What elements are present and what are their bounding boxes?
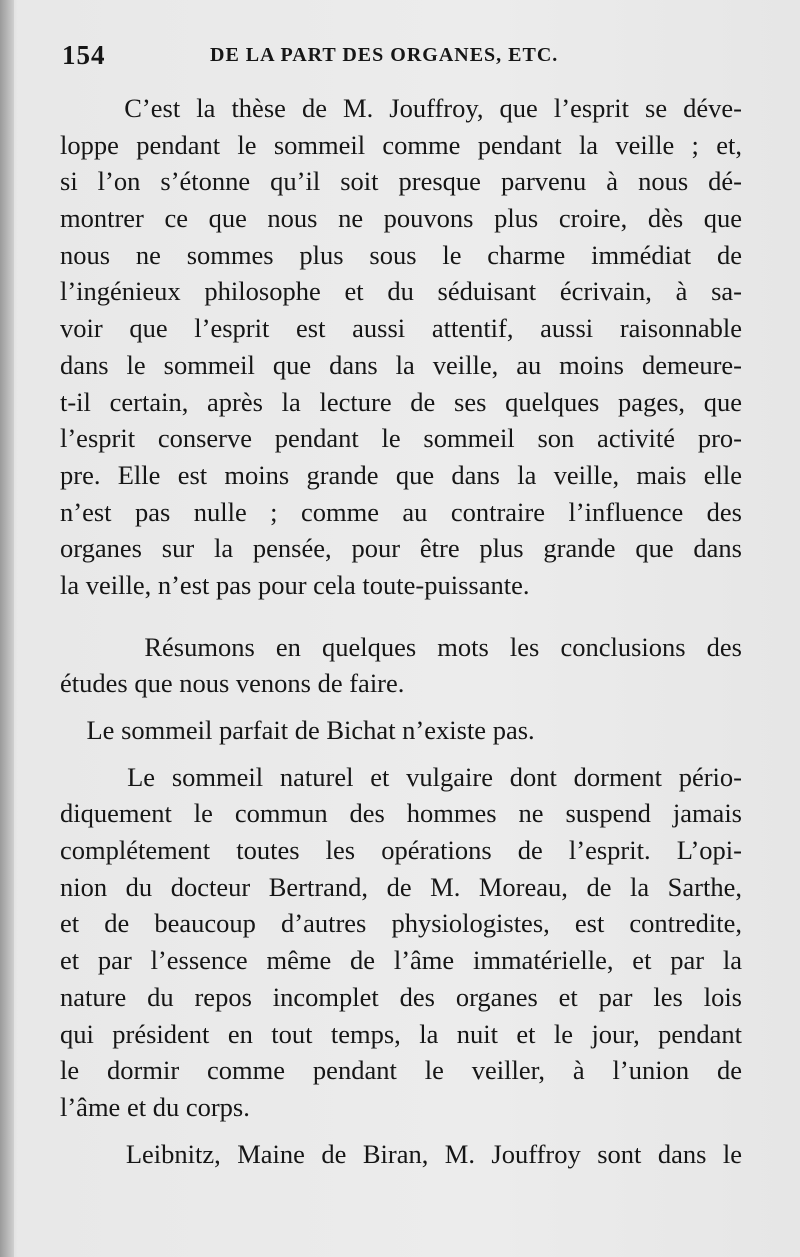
text-line: l’ingénieux philosophe et du séduisant écrivain, à sa- — [60, 276, 742, 307]
paragraph — [60, 629, 742, 702]
paragraph — [60, 1136, 742, 1173]
text-line: t-il certain, après la lecture de ses quelques pages, que — [60, 386, 742, 417]
text-line: C’est la thèse de M. Jouffroy, que l’esprit se déve- — [60, 93, 742, 123]
page-number: 154 — [62, 40, 106, 70]
paragraph — [60, 759, 742, 1126]
text-line: si l’on s’étonne qu’il soit presque parvenu à nous dé- — [60, 166, 742, 197]
text-line: études que nous venons de faire. — [60, 668, 405, 699]
page-header — [62, 40, 742, 80]
text-line: et par l’essence même de l’âme immatérielle, et par la — [60, 945, 742, 976]
text-line: diquement le commun des hommes ne suspend jamais — [60, 798, 742, 829]
text-line: Le sommeil naturel et vulgaire dont dorment pério- — [60, 761, 742, 792]
text-line: voir que l’esprit est aussi attentif, aussi raisonnable — [60, 313, 742, 344]
paragraph — [60, 90, 742, 604]
paragraph-spacer — [60, 749, 742, 759]
paragraph-spacer — [60, 604, 742, 629]
text-line: l’esprit conserve pendant le sommeil son activité pro- — [60, 423, 742, 454]
page-binding-shadow — [0, 0, 14, 1257]
text-line: Résumons en quelques mots les conclusions des — [60, 631, 742, 662]
text-line: Leibnitz, Maine de Biran, M. Jouffroy sont dans le — [60, 1138, 742, 1169]
text-line: nature du repos incomplet des organes et par les lois — [60, 981, 742, 1012]
text-line: qui président en tout temps, la nuit et le jour, pendant — [60, 1018, 742, 1049]
body-text — [60, 90, 742, 1172]
text-line: n’est pas nulle ; comme au contraire l’influence des — [60, 496, 742, 527]
text-line: l’âme et du corps. — [60, 1091, 250, 1122]
text-line: loppe pendant le sommeil comme pendant la veille ; et, — [60, 129, 742, 160]
text-line: Le sommeil parfait de Bichat n’existe pas. — [60, 715, 535, 745]
paragraph-spacer — [60, 1126, 742, 1136]
paragraph — [60, 712, 742, 749]
text-line: complétement toutes les opérations de l’esprit. L’opi- — [60, 835, 742, 866]
running-head: DE LA PART DES ORGANES, ETC. — [210, 44, 559, 66]
text-line: nous ne sommes plus sous le charme immédiat de — [60, 239, 742, 270]
paragraph-spacer — [60, 702, 742, 712]
text-line: et de beaucoup d’autres physiologistes, est contredite, — [60, 908, 742, 939]
text-line: organes sur la pensée, pour être plus grande que dans — [60, 533, 742, 564]
text-line: dans le sommeil que dans la veille, au moins demeure- — [60, 349, 742, 380]
text-line: le dormir comme pendant le veiller, à l’union de — [60, 1055, 742, 1086]
text-line: pre. Elle est moins grande que dans la veille, mais elle — [60, 459, 742, 490]
text-line: nion du docteur Bertrand, de M. Moreau, de la Sarthe, — [60, 871, 742, 902]
text-line: la veille, n’est pas pour cela toute-puissante. — [60, 569, 530, 600]
text-line: montrer ce que nous ne pouvons plus croire, dès que — [60, 203, 742, 234]
